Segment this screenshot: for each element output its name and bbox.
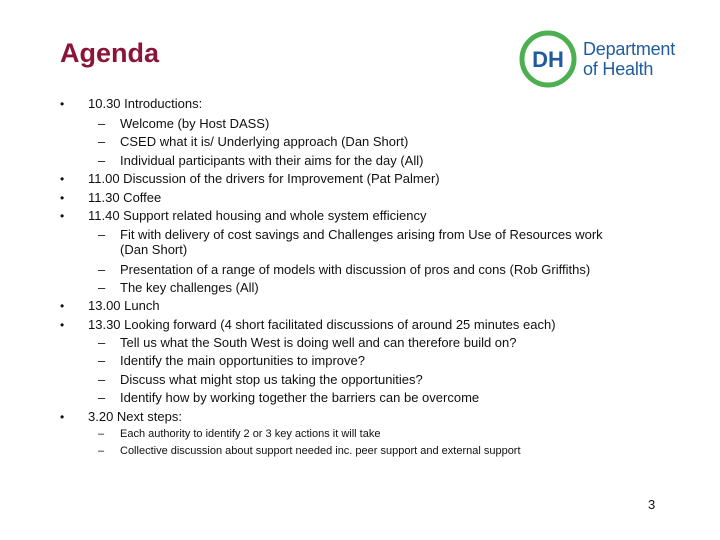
- agenda-item: 11.30 Coffee: [88, 190, 162, 205]
- agenda-subitem: Presentation of a range of models with discussion of pros and cons (Rob Griffiths): [120, 262, 591, 277]
- bullet-icon: •: [60, 97, 65, 111]
- logo-abbr: DH: [532, 47, 564, 72]
- dash-icon: –: [98, 445, 105, 457]
- agenda-subitem: Discuss what might stop us taking the opportunities?: [120, 372, 423, 387]
- dash-icon: –: [98, 390, 106, 405]
- agenda-subitem: Welcome (by Host DASS): [120, 116, 270, 131]
- dash-icon: –: [98, 428, 105, 440]
- dash-icon: –: [98, 153, 106, 168]
- agenda-subitem: Collective discussion about support needed inc. peer support and external support: [120, 445, 521, 457]
- dash-icon: –: [98, 372, 106, 387]
- agenda-subitem: Each authority to identify 2 or 3 key actions it will take: [120, 428, 381, 440]
- agenda-subitem: Individual participants with their aims for the day (All): [120, 153, 424, 168]
- dash-icon: –: [98, 335, 106, 350]
- logo-line-1: Department: [583, 39, 676, 59]
- bullet-icon: •: [60, 191, 65, 205]
- dash-icon: –: [98, 280, 106, 295]
- agenda-subitem-continuation: (Dan Short): [120, 242, 188, 257]
- agenda-subitem: Tell us what the South West is doing well and can therefore build on?: [120, 335, 517, 350]
- agenda-item: 3.20 Next steps:: [88, 409, 182, 424]
- agenda-item: 13.30 Looking forward (4 short facilitated discussions of around 25 minutes each): [88, 317, 556, 332]
- bullet-icon: •: [60, 209, 65, 223]
- logo-line-2: of Health: [583, 59, 654, 79]
- agenda-subitem: CSED what it is/ Underlying approach (Dan Short): [120, 134, 409, 149]
- agenda-subitem: The key challenges (All): [120, 280, 259, 295]
- page-number: 3: [648, 497, 656, 512]
- slide-title: Agenda: [60, 38, 160, 68]
- dash-icon: –: [98, 262, 106, 277]
- agenda-item: 11.00 Discussion of the drivers for Improvement (Pat Palmer): [88, 171, 440, 186]
- dash-icon: –: [98, 353, 106, 368]
- dash-icon: –: [98, 227, 106, 242]
- agenda-subitem: Identify how by working together the barriers can be overcome: [120, 390, 480, 405]
- agenda-item: 11.40 Support related housing and whole system efficiency: [88, 208, 427, 223]
- bullet-icon: •: [60, 172, 65, 186]
- agenda-subitem: Identify the main opportunities to improve?: [120, 353, 365, 368]
- agenda-subitem: Fit with delivery of cost savings and Challenges arising from Use of Resources work: [120, 227, 603, 242]
- bullet-icon: •: [60, 299, 65, 313]
- dash-icon: –: [98, 116, 106, 131]
- agenda-item: 13.00 Lunch: [88, 298, 160, 313]
- bullet-icon: •: [60, 410, 65, 424]
- bullet-icon: •: [60, 318, 65, 332]
- agenda-item: 10.30 Introductions:: [88, 96, 203, 111]
- dash-icon: –: [98, 134, 106, 149]
